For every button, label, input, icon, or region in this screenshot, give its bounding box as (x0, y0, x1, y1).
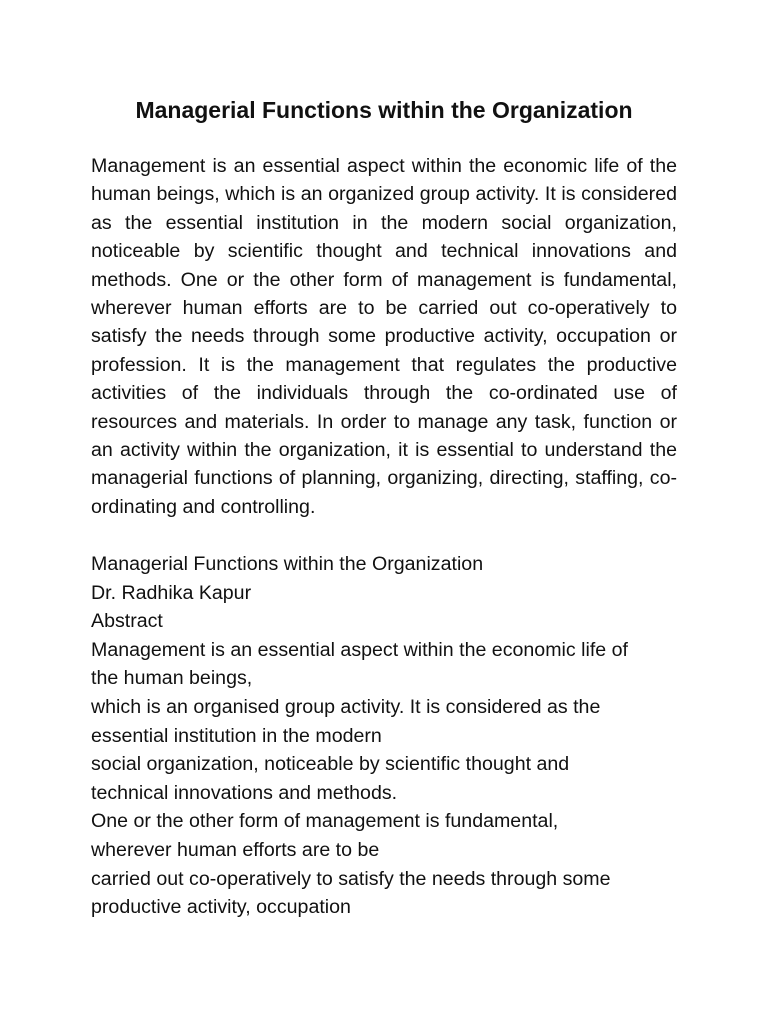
text-line: technical innovations and methods. (91, 781, 398, 804)
text-line: the human beings, (91, 667, 253, 690)
text-line: Dr. Radhika Kapur (91, 581, 252, 604)
intro-paragraph: Management is an essential aspect within the economic life of the human beings, which is an organized group activity. It is considered as the essential institution in the modern social organization, noticeable by scientific thought and technical innovations and methods. One or the other form of management is fundamental, wherever human efforts are to be carried out co-operatively to satisfy the needs through some productive activity, occupation or profession. It is the management that regulates the productive activities of the individuals through the co-ordinated use of resources and materials. In order to manage any task, function or an activity within the organization, it is essential to understand the managerial functions of planning, organizing, directing, staffing, co-ordinating and controlling. (91, 155, 677, 518)
text-line: productive activity, occupation (91, 896, 351, 919)
text-line: which is an organised group activity. It is considered as the (91, 695, 601, 718)
text-lines (91, 550, 691, 922)
text-line: carried out co-operatively to satisfy the needs through some (91, 867, 611, 890)
text-line: Abstract (91, 610, 163, 633)
text-line: social organization, noticeable by scientific thought and (91, 753, 570, 776)
text-line: Management is an essential aspect within the economic life of (91, 638, 628, 661)
text-line: essential institution in the modern (91, 724, 382, 747)
text-line: wherever human efforts are to be (91, 838, 380, 861)
text-line: Managerial Functions within the Organization (91, 553, 484, 575)
page-title: Managerial Functions within the Organization (135, 97, 633, 123)
text-line: One or the other form of management is fundamental, (91, 810, 559, 833)
